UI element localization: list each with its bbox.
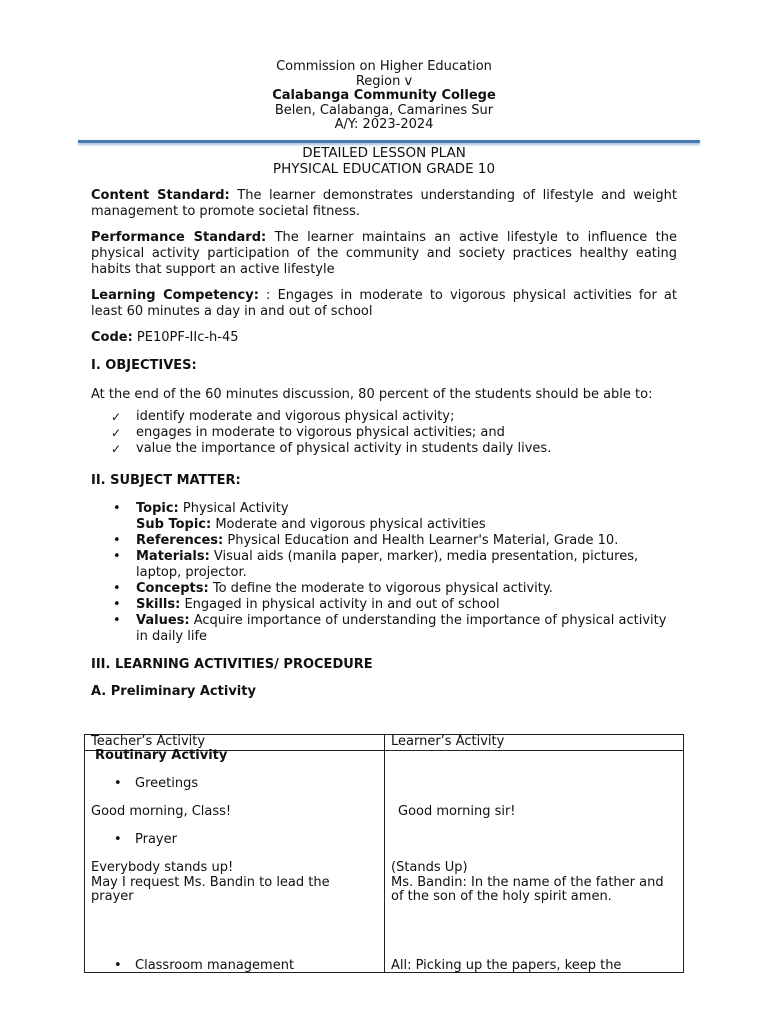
checkmark-icon: ✓: [111, 442, 122, 456]
objectives-list: [91, 409, 677, 457]
teacher-prayer-instruction: Everybody stands up! May I request Ms. Bandin to lead the prayer: [91, 860, 330, 904]
list-item: • Values: Acquire importance of understanding the importance of physical activity in daily life: [113, 613, 667, 644]
activity-table: [84, 734, 684, 973]
learning-competency-text: : Engages in moderate to vigorous physical activities for at least 60 minutes a day in and out of school: [91, 288, 677, 319]
subject-matter-heading: II. SUBJECT MATTER:: [91, 473, 241, 488]
list-item: • Topic: Physical Activity Sub Topic: Moderate and vigorous physical activities: [113, 501, 486, 532]
greetings-label: Greetings: [135, 776, 199, 791]
learner-prayer-response: (Stands Up) Ms. Bandin: In the name of the father and of the son of the holy spirit amen.: [391, 860, 664, 904]
performance-standard-text: The learner maintains an active lifestyle to influence the physical activity participation of the community and society practices healthy eating habits that support an active lifestyle: [91, 230, 677, 277]
region-line: Region v: [355, 73, 413, 89]
title-line-2: PHYSICAL EDUCATION GRADE 10: [272, 161, 496, 177]
learning-competency-label: Learning Competency:: [91, 288, 259, 303]
list-item: ✓ identify moderate and vigorous physical activity;: [111, 409, 455, 424]
commission-line: Commission on Higher Education: [276, 59, 492, 74]
bullet-icon: •: [113, 549, 121, 564]
bullet-icon: •: [114, 832, 122, 847]
bullet-icon: •: [113, 597, 121, 612]
teacher-greeting: Good morning, Class!: [91, 804, 232, 819]
teacher-activity-header: Teacher’s Activity: [91, 734, 206, 749]
performance-standard-label: Performance Standard:: [91, 230, 267, 245]
preliminary-activity-heading: A. Preliminary Activity: [91, 684, 256, 699]
bullet-icon: •: [113, 501, 121, 516]
checkmark-icon: ✓: [111, 410, 122, 424]
bullet-icon: •: [113, 581, 121, 596]
classroom-management-label: Classroom management: [135, 958, 295, 973]
learner-greeting: Good morning sir!: [398, 804, 516, 819]
prayer-label: Prayer: [135, 832, 177, 847]
bullet-icon: •: [114, 776, 122, 791]
subject-matter-list: [91, 501, 677, 645]
list-item: ✓ value the importance of physical activity in students daily lives.: [111, 441, 552, 456]
list-item: ✓ engages in moderate to vigorous physical activities; and: [111, 425, 505, 440]
academic-year: A/Y: 2023-2024: [334, 117, 434, 132]
performance-standard: [91, 230, 677, 278]
checkmark-icon: ✓: [111, 426, 122, 440]
learning-competency: [91, 288, 677, 320]
learner-activity-header: Learner’s Activity: [391, 734, 505, 749]
list-item: • Materials: Visual aids (manila paper, marker), media presentation, pictures, laptop, projector.: [113, 549, 639, 580]
procedure-heading: III. LEARNING ACTIVITIES/ PROCEDURE: [91, 657, 373, 672]
list-item: • References: Physical Education and Health Learner's Material, Grade 10.: [113, 533, 619, 548]
column-divider: [384, 735, 385, 972]
header-divider: [78, 140, 700, 143]
list-item: • Skills: Engaged in physical activity in and out of school: [113, 597, 500, 612]
document-title: [0, 145, 768, 177]
learner-classroom-response: All: Picking up the papers, keep the: [391, 958, 622, 973]
objectives-intro: At the end of the 60 minutes discussion, 80 percent of the students should be able to:: [91, 387, 653, 402]
code-text: PE10PF-IIc-h-45: [132, 330, 239, 345]
lesson-content: [91, 188, 677, 714]
bullet-icon: •: [113, 533, 121, 548]
content-standard-text: The learner demonstrates understanding of lifestyle and weight management to promote societal fitness.: [91, 188, 677, 219]
content-standard-label: Content Standard:: [91, 188, 230, 203]
college-address: Belen, Calabanga, Camarines Sur: [274, 102, 494, 118]
bullet-icon: •: [113, 613, 121, 628]
document-header: [0, 60, 768, 133]
objectives-heading: I. OBJECTIVES:: [91, 358, 197, 373]
code-line: [91, 330, 677, 346]
routinary-activity-label: Routinary Activity: [95, 748, 228, 763]
list-item: • Concepts: To define the moderate to vigorous physical activity.: [113, 581, 553, 596]
title-line-1: DETAILED LESSON PLAN: [302, 145, 466, 161]
code-label: Code:: [91, 330, 133, 345]
college-name: Calabanga Community College: [272, 88, 496, 103]
content-standard: [91, 188, 677, 220]
bullet-icon: •: [114, 958, 122, 973]
